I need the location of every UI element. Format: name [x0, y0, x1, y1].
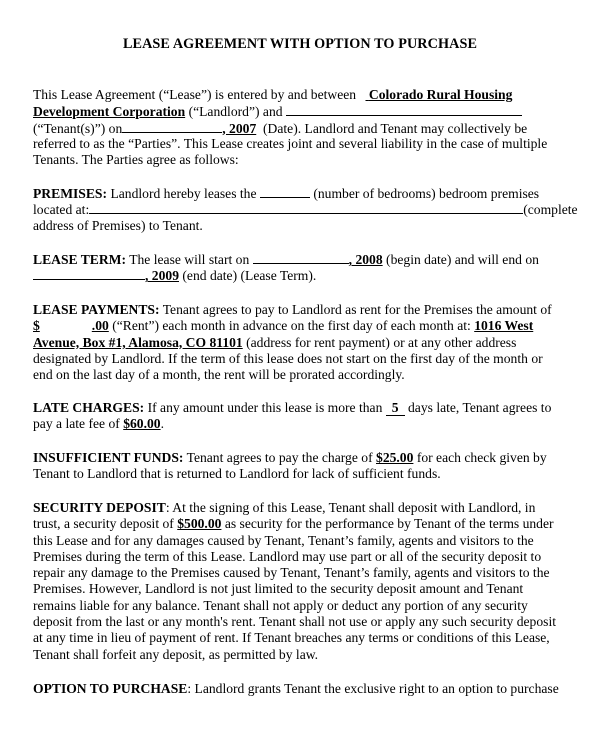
- lease-year: , 2007: [222, 120, 257, 136]
- insufficient-funds-text: for each check given by: [416, 450, 547, 465]
- security-deposit-heading: SECURITY DEPOSIT: [33, 500, 166, 515]
- intro-text: (“Tenant(s)”) on: [33, 120, 123, 136]
- option-to-purchase-paragraph: [33, 681, 593, 697]
- begin-year: , 2008: [348, 252, 383, 267]
- security-deposit-text: deposit from the last or any month's rent. Tenant shall not use or apply any such security deposit: [33, 614, 556, 630]
- intro-text: referred to as the “Parties”. This Lease creates joint and several liability in the case of multiple: [33, 135, 548, 151]
- late-days: 5: [386, 401, 405, 416]
- premises-paragraph: [33, 185, 593, 234]
- nsf-fee: $25.00: [376, 450, 414, 465]
- security-deposit-paragraph: [33, 500, 593, 663]
- intro-paragraph: [33, 87, 593, 168]
- late-fee: $60.00: [123, 416, 161, 432]
- tenant-name-blank: [286, 103, 522, 116]
- late-charges-paragraph: [33, 400, 593, 433]
- intro-text: (“Landlord”) and: [188, 104, 283, 120]
- lease-term-text: (end date) (Lease Term).: [182, 268, 317, 284]
- lease-payments-paragraph: [33, 302, 593, 383]
- landlord-name-line1: Colorado Rural Housing: [368, 87, 513, 102]
- intro-text: Tenants. The Parties agree as follows:: [33, 152, 239, 168]
- lease-term-paragraph: [33, 251, 593, 284]
- premises-text: Landlord hereby leases the: [110, 186, 257, 201]
- premises-text: (complete: [523, 202, 578, 218]
- intro-text: This Lease Agreement (“Lease”) is entered by and between: [33, 87, 357, 102]
- payment-address-line2: Avenue, Box #1, Alamosa, CO 81101: [33, 334, 243, 350]
- option-to-purchase-text: : Landlord grants Tenant the exclusive right to an option to purchase: [187, 681, 559, 696]
- security-deposit-text: repair any damage to the Premises caused by Tenant, Tenant’s family, agents and visitors to the: [33, 565, 550, 581]
- premises-text: address of Premises) to Tenant.: [33, 217, 203, 233]
- late-charges-text: days late, Tenant agrees to: [408, 400, 552, 415]
- security-deposit-text: this Lease and for any damages caused by Tenant, Tenant’s family, agents and visitors to the: [33, 532, 534, 548]
- date-blank: [122, 120, 222, 133]
- premises-text: located at:: [33, 202, 90, 218]
- lease-term-text: (begin date) and will end on: [386, 252, 539, 267]
- end-date-blank: [33, 267, 145, 280]
- security-deposit-text: Premises during the term of this Lease. Landlord may use part or all of the security deposit to: [33, 548, 542, 564]
- security-deposit-text: trust, a security deposit of: [33, 516, 174, 532]
- lease-payments-text: designated by Landlord. If the term of this lease does not start on the first day of the month or: [33, 350, 543, 366]
- option-to-purchase-heading: OPTION TO PURCHASE: [33, 681, 188, 696]
- document-title: LEASE AGREEMENT WITH OPTION TO PURCHASE: [122, 36, 478, 52]
- late-charges-text: pay a late fee of: [33, 416, 120, 432]
- security-deposit-text: Premises. However, Landlord is not just limited to the security deposit amount and Tenant: [33, 581, 524, 597]
- late-charges-heading: LATE CHARGES:: [33, 400, 145, 415]
- lease-term-text: The lease will start on: [129, 252, 250, 267]
- security-deposit-text: remains liable for any balance. Tenant shall not apply or deduct any portion of any security: [33, 597, 528, 613]
- insufficient-funds-text: Tenant to Landlord that is returned to Landlord for lack of sufficient funds.: [33, 466, 441, 482]
- premises-text: (number of bedrooms) bedroom premises: [313, 186, 540, 201]
- lease-payments-text: Tenant agrees to pay to Landlord as rent for the Premises the amount of: [162, 302, 552, 317]
- bedrooms-blank: [260, 185, 310, 198]
- premises-heading: PREMISES:: [33, 186, 108, 201]
- lease-payments-text: (address for rent payment) or at any other address: [246, 334, 517, 350]
- rent-amount: $ .00: [33, 318, 109, 334]
- lease-payments-heading: LEASE PAYMENTS:: [33, 302, 160, 317]
- insufficient-funds-heading: INSUFFICIENT FUNDS:: [33, 450, 184, 465]
- late-charges-text: .: [160, 416, 164, 432]
- insufficient-funds-paragraph: [33, 450, 593, 483]
- landlord-name-line2: Development Corporation: [33, 104, 186, 120]
- lease-payments-text: (“Rent”) each month in advance on the first day of each month at:: [112, 318, 471, 334]
- late-charges-text: If any amount under this lease is more than: [147, 400, 383, 415]
- security-deposit-text: : At the signing of this Lease, Tenant shall deposit with Landlord, in: [165, 500, 536, 515]
- begin-date-blank: [253, 251, 349, 264]
- security-deposit-text: as security for the performance by Tenant of the terms under: [224, 516, 554, 532]
- lease-payments-text: end on the last day of a month, the rent will be prorated accordingly.: [33, 367, 405, 383]
- security-deposit-text: Tenant shall forfeit any deposit, as permitted by law.: [33, 646, 319, 662]
- deposit-amount: $500.00: [177, 516, 222, 532]
- end-year: , 2009: [145, 268, 179, 284]
- address-blank: [89, 201, 523, 214]
- security-deposit-text: at any time in lieu of payment of rent. If Tenant breaches any terms or conditions of this Lease,: [33, 630, 550, 646]
- lease-term-heading: LEASE TERM:: [33, 252, 127, 267]
- insufficient-funds-text: Tenant agrees to pay the charge of: [186, 450, 373, 465]
- intro-text: (Date). Landlord and Tenant may collectively be: [263, 120, 528, 136]
- payment-address-line1: 1016 West: [474, 318, 534, 334]
